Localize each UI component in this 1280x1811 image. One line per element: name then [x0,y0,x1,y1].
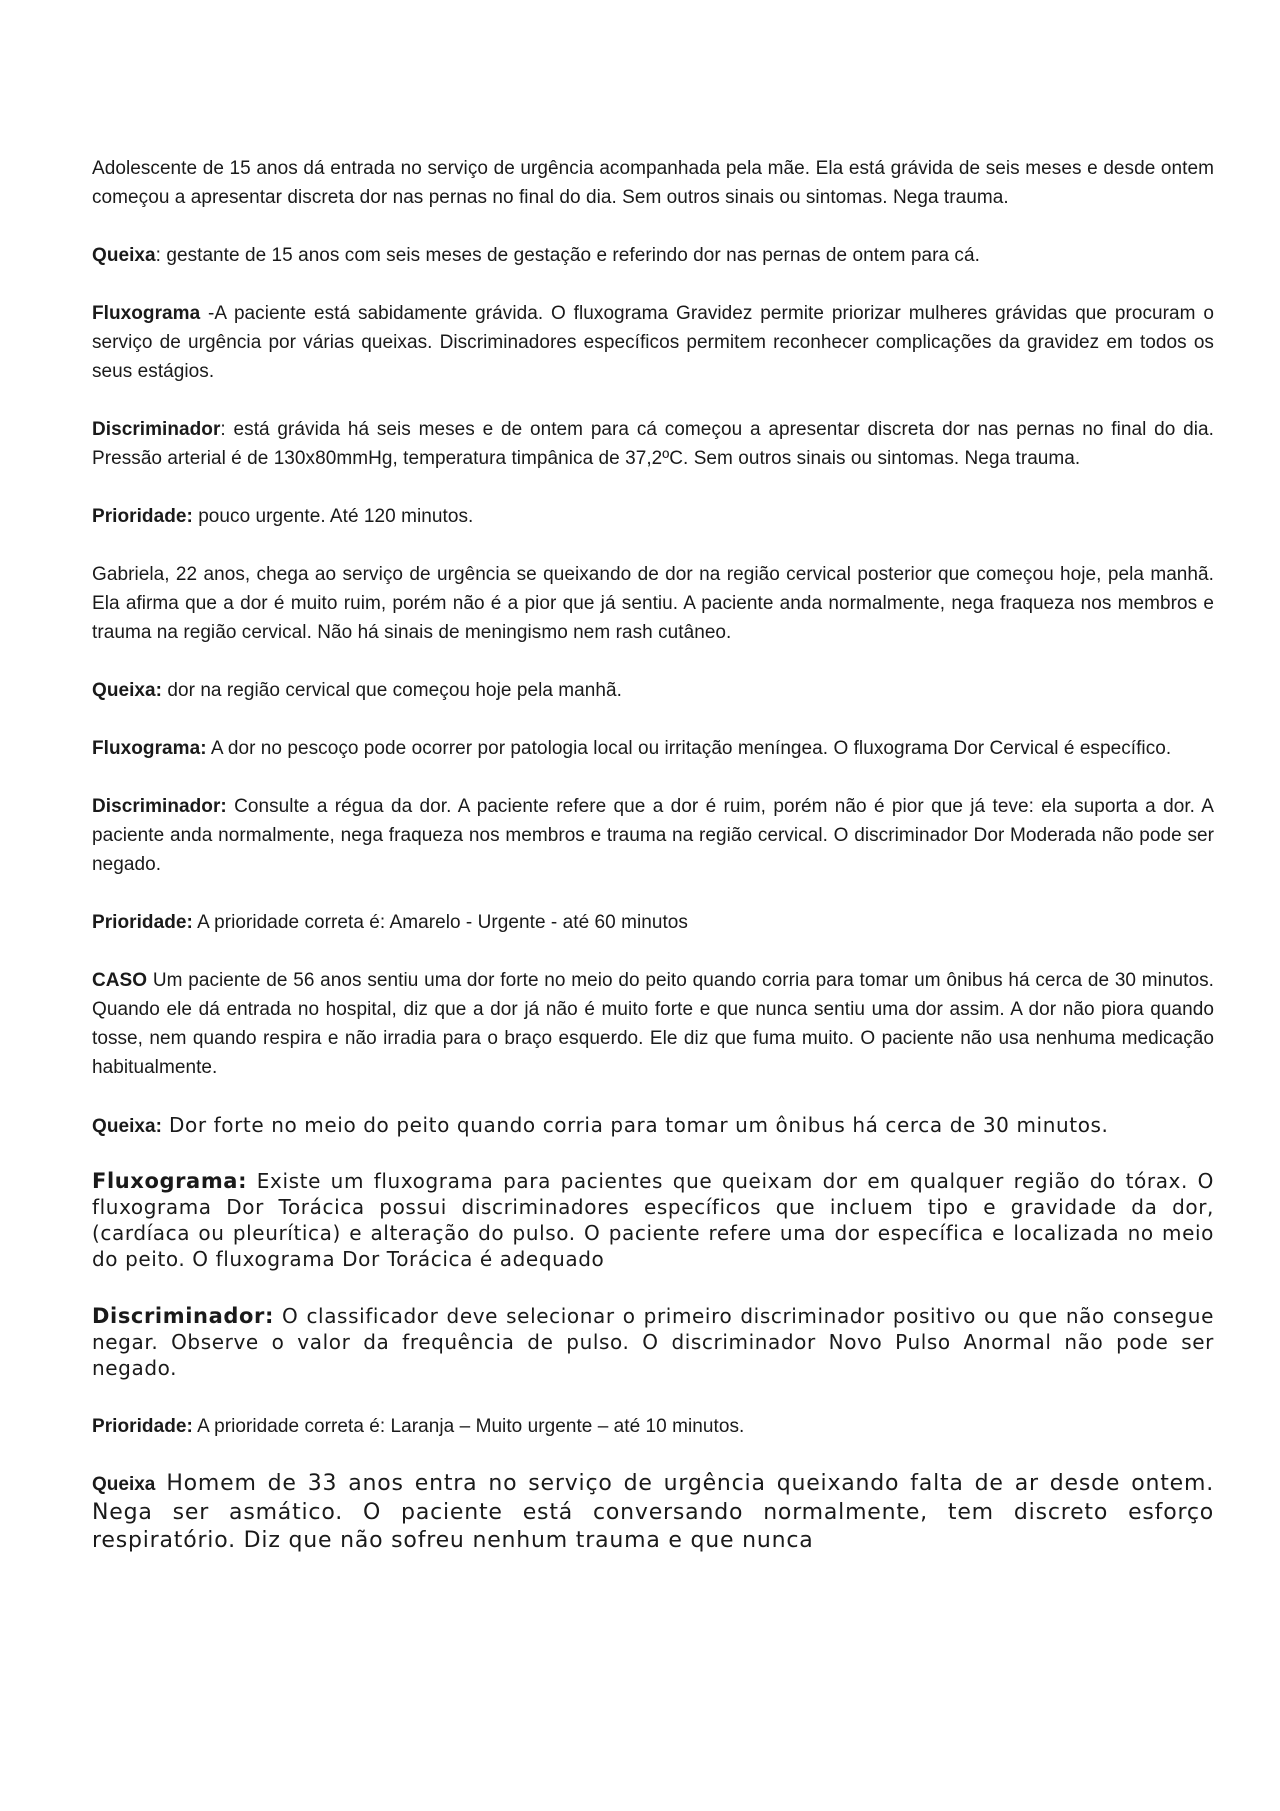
paragraph-text: Consulte a régua da dor. A paciente refere que a dor é ruim, porém não é pior que já teve: ela suporta a dor. A paciente anda normalmente, nega fraqueza nos membros e trauma na região cervical. O discriminador Dor Moderada não pode ser negado. [92,796,1214,875]
paragraph-text: A dor no pescoço pode ocorrer por patologia local ou irritação meníngea. O fluxograma Dor Cervical é específico. [206,738,1172,759]
paragraph-label: CASO [92,970,148,991]
paragraph-text: Adolescente de 15 anos dá entrada no serviço de urgência acompanhada pela mãe. Ela está grávida de seis meses e desde ontem começou a apresentar discreta dor nas pernas no final do dia. Sem outros sinais ou sintomas. Nega trauma. [92,158,1214,208]
paragraph-case-3-discriminador [92,1303,1214,1381]
paragraph-label: Queixa: [92,1116,163,1137]
paragraph-case-2-prioridade [92,908,1214,937]
paragraph-text: -A paciente está sabidamente grávida. O fluxograma Gravidez permite priorizar mulheres grávidas que procuram o serviço de urgência por várias queixas. Discriminadores específicos permitem reconhecer complicações da gravidez em todos os seus estágios. [92,303,1214,382]
paragraph-label: Discriminador: [92,796,227,817]
paragraph-case-2-queixa [92,676,1214,705]
paragraph-text: Existe um fluxograma para pacientes que queixam dor em qualquer região do tórax. O fluxograma Dor Torácica possui discriminadores específicos que incluem tipo e gravidade da dor, (cardíaca ou pleurítica) e alteração do pulso. O paciente refere uma dor específica e localizada no meio do peito. O fluxograma Dor Torácica é adequado [92,1169,1214,1271]
paragraph-text: O classificador deve selecionar o primeiro discriminador positivo ou que não consegue negar. Observe o valor da frequência de pulso. O discriminador Novo Pulso Anormal não pode ser negado. [92,1304,1214,1380]
paragraph-text: : está grávida há seis meses e de ontem para cá começou a apresentar discreta dor nas pernas no final do dia. Pressão arterial é de 130x80mmHg, temperatura timpânica de 37,2ºC. Sem outros sinais ou sintomas. Nega trauma. [92,419,1214,469]
paragraph-case-1-fluxograma [92,299,1214,386]
paragraph-case-3-intro [92,966,1214,1082]
paragraph-case-2-discriminador [92,792,1214,879]
paragraph-case-1-queixa [92,241,1214,270]
paragraph-case-1-intro [92,154,1214,212]
paragraph-text: Dor forte no meio do peito quando corria para tomar um ônibus há cerca de 30 minutos. [162,1113,1109,1137]
paragraph-case-2-fluxograma [92,734,1214,763]
paragraph-case-1-discriminador [92,415,1214,473]
paragraph-label: Discriminador [92,419,221,440]
paragraph-label: Fluxograma: [92,738,207,759]
paragraph-text: pouco urgente. Até 120 minutos. [192,506,474,527]
paragraph-label: Prioridade: [92,506,193,527]
paragraph-label: Queixa: [92,680,163,701]
paragraph-text: : gestante de 15 anos com seis meses de gestação e referindo dor nas pernas de ontem para cá. [155,245,980,266]
paragraph-text: Homem de 33 anos entra no serviço de urgência queixando falta de ar desde ontem. Nega ser asmático. O paciente está conversando normalmente, tem discreto esforço respiratório. Diz que não sofreu nenhum trauma e que nunca [92,1471,1214,1553]
paragraph-case-3-queixa [92,1111,1214,1141]
paragraph-label: Queixa [92,245,156,266]
paragraph-text: A prioridade correta é: Amarelo - Urgente - até 60 minutos [192,912,688,933]
paragraph-label: Fluxograma [92,303,201,324]
paragraph-label: Queixa [92,1474,156,1495]
paragraph-case-1-prioridade [92,502,1214,531]
paragraph-case-3-fluxograma [92,1168,1214,1272]
paragraph-text: A prioridade correta é: Laranja – Muito urgente – até 10 minutos. [192,1416,745,1437]
paragraph-case-4-queixa [92,1470,1214,1555]
paragraph-label: Prioridade: [92,1416,193,1437]
paragraph-text: dor na região cervical que começou hoje pela manhã. [162,680,622,701]
paragraph-text: Gabriela, 22 anos, chega ao serviço de urgência se queixando de dor na região cervical posterior que começou hoje, pela manhã. Ela afirma que a dor é muito ruim, porém não é a pior que já sentiu. A paciente anda normalmente, nega fraqueza nos membros e trauma na região cervical. Não há sinais de meningismo nem rash cutâneo. [92,564,1214,643]
paragraph-case-3-prioridade [92,1412,1214,1441]
paragraph-label: Fluxograma: [92,1169,248,1193]
paragraph-label: Prioridade: [92,912,193,933]
paragraph-case-2-intro [92,560,1214,647]
paragraph-text: Um paciente de 56 anos sentiu uma dor forte no meio do peito quando corria para tomar um ônibus há cerca de 30 minutos. Quando ele dá entrada no hospital, diz que a dor já não é muito forte e que nunca sentiu uma dor assim. A dor não piora quando tosse, nem quando respira e não irradia para o braço esquerdo. Ele diz que fuma muito. O paciente não usa nenhuma medicação habitualmente. [92,970,1214,1078]
paragraph-label: Discriminador: [92,1304,274,1328]
